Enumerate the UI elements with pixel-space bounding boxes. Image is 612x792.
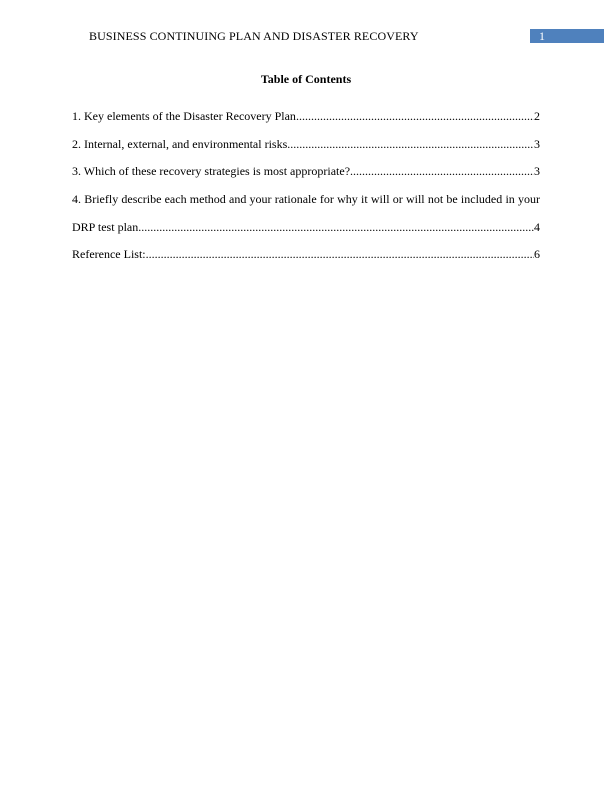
toc-entry-line1[interactable]: 4. Briefly describe each method and your rationale for why it will or will not be included in your: [72, 192, 540, 206]
toc-entry[interactable]: [72, 220, 540, 234]
toc-entry-page: 6: [534, 247, 540, 261]
toc-entry-label: 2. Internal, external, and environmental risks: [72, 137, 288, 151]
dot-leader: [138, 220, 534, 234]
toc-entry-label: 1. Key elements of the Disaster Recovery Plan: [72, 109, 296, 123]
page-number-box: [530, 29, 604, 43]
toc-entry-label: Reference List:: [72, 247, 146, 261]
toc-entry[interactable]: [72, 247, 540, 261]
toc-entry-page: 2: [534, 109, 540, 123]
toc-entry-page: 3: [534, 137, 540, 151]
dot-leader: [146, 247, 534, 261]
toc-entry[interactable]: [72, 109, 540, 123]
running-head: BUSINESS CONTINUING PLAN AND DISASTER RECOVERY: [89, 29, 419, 43]
toc-entry[interactable]: [72, 164, 540, 178]
toc-entry[interactable]: [72, 137, 540, 151]
toc-entry-page: 4: [534, 220, 540, 234]
toc-entry-page: 3: [534, 164, 540, 178]
dot-leader: [296, 109, 534, 123]
dot-leader: [287, 137, 534, 151]
dot-leader: [350, 164, 534, 178]
page-number: 1: [539, 29, 545, 43]
toc-entry-label: 3. Which of these recovery strategies is most appropriate?: [72, 164, 351, 178]
toc-title: Table of Contents: [260, 72, 352, 86]
toc-entry-label: DRP test plan: [72, 220, 139, 234]
